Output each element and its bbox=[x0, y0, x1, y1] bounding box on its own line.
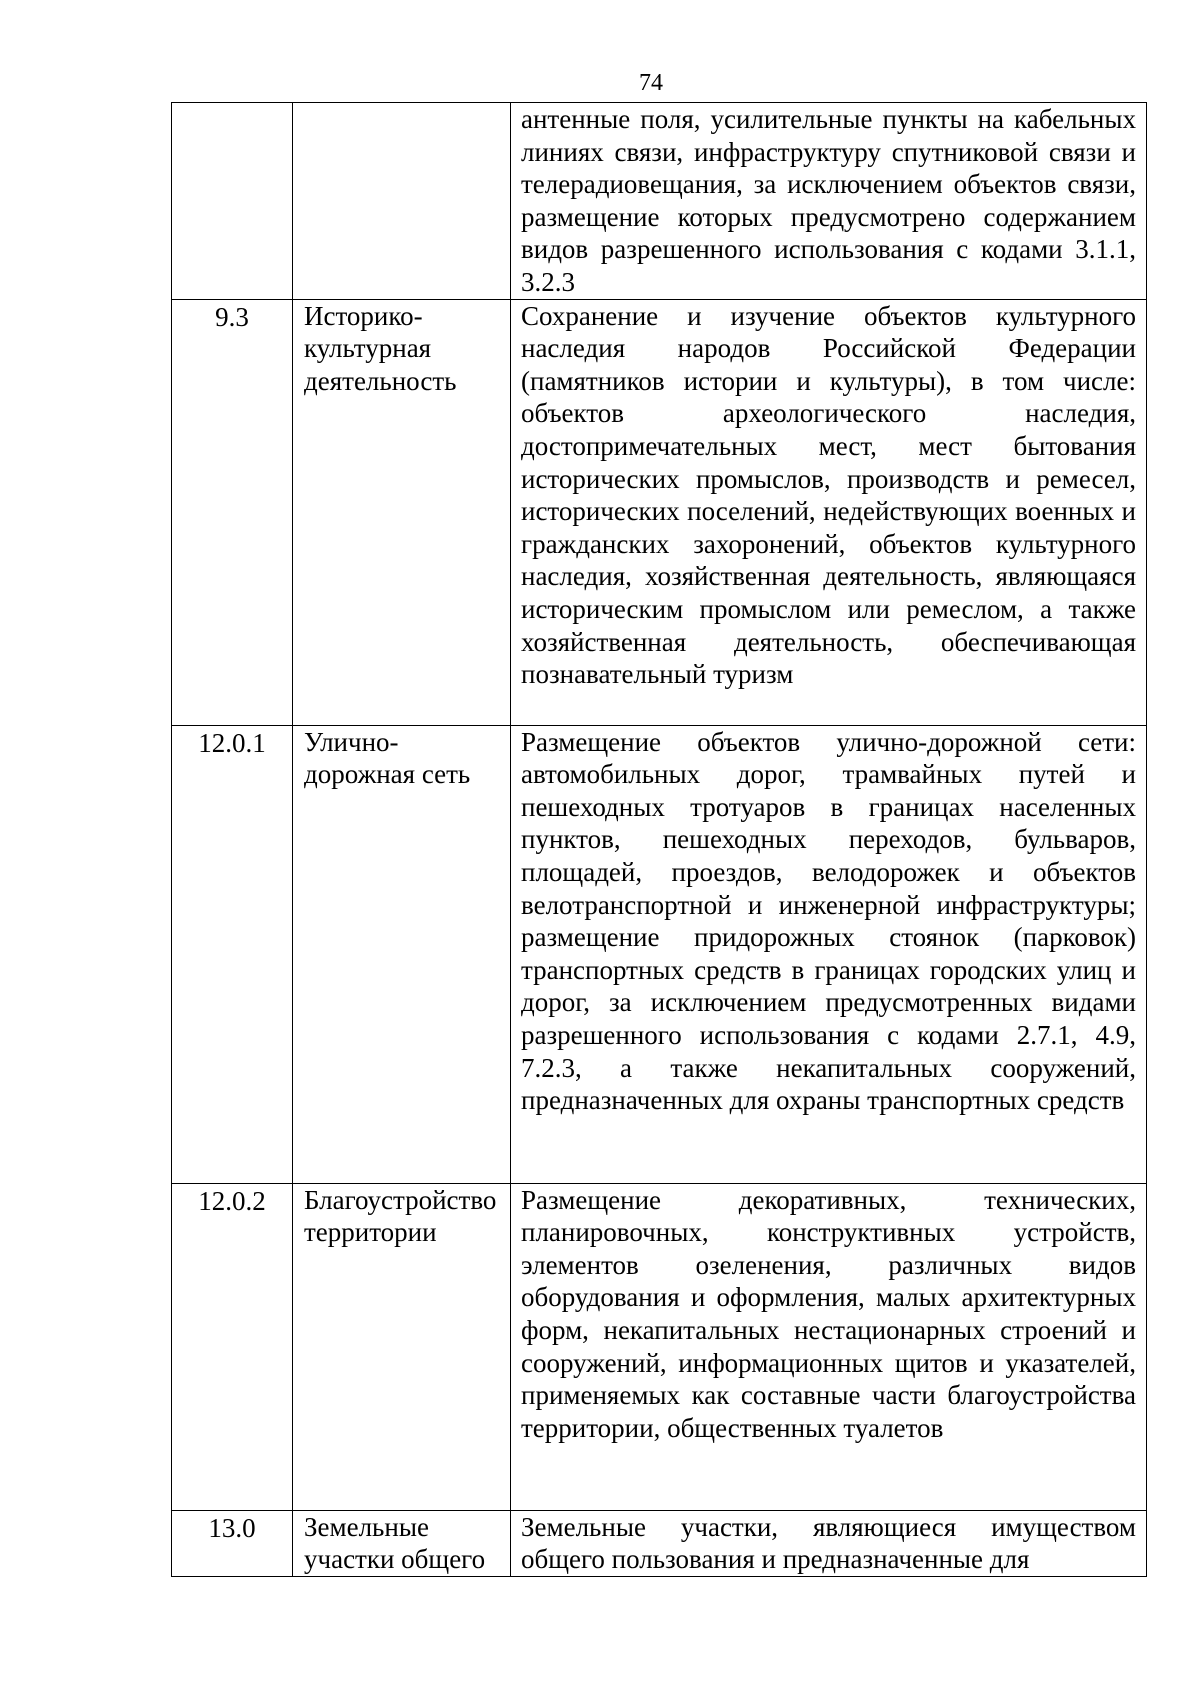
row-description-cell bbox=[511, 1510, 1147, 1576]
land-use-table bbox=[171, 102, 1147, 1577]
row-code: 13.0 bbox=[208, 1512, 256, 1543]
row-description-cell bbox=[511, 725, 1147, 1183]
row-description-cell bbox=[511, 1183, 1147, 1510]
row-description-cell bbox=[511, 299, 1147, 725]
row-name: Улично-дорожная сеть bbox=[304, 726, 471, 790]
row-code: 9.3 bbox=[215, 301, 249, 332]
row-name: Историко-культурная деятельность bbox=[304, 300, 457, 396]
row-code-cell bbox=[172, 1510, 293, 1576]
row-name-cell bbox=[293, 1183, 511, 1510]
row-code: 12.0.1 bbox=[198, 727, 266, 758]
row-name-cell bbox=[293, 1510, 511, 1576]
table-row bbox=[172, 103, 1147, 300]
row-description: Сохранение и изучение объектов культурного наследия народов Российской Федерации (памятников истории и культуры), в том числе: объектов археологического наследия, достопримечательных мест, мест бытования исторических промыслов, производств и ремесел, исторических поселений, недействующих военных и гражданских захоронений, объектов культурного наследия, хозяйственная деятельность, являющаяся историческим промыслом или ремеслом, а также хозяйственная деятельность, обеспечивающая познавательный туризм bbox=[521, 300, 1136, 690]
table-row bbox=[172, 299, 1147, 725]
row-name: Земельные участки общего bbox=[304, 1511, 486, 1575]
row-name: Благоустройство территории bbox=[304, 1184, 497, 1248]
row-name-cell bbox=[293, 299, 511, 725]
row-code-cell bbox=[172, 103, 293, 300]
row-name-cell bbox=[293, 725, 511, 1183]
row-description-cell bbox=[511, 103, 1147, 300]
row-name-cell bbox=[293, 103, 511, 300]
row-description: Земельные участки, являющиеся имуществом общего пользования и предназначенные для bbox=[521, 1511, 1136, 1575]
row-code: 12.0.2 bbox=[198, 1185, 266, 1216]
page-number: 74 bbox=[639, 70, 663, 96]
row-code-cell bbox=[172, 725, 293, 1183]
table-row bbox=[172, 1510, 1147, 1576]
table-row bbox=[172, 725, 1147, 1183]
table-row bbox=[172, 1183, 1147, 1510]
row-code-cell bbox=[172, 1183, 293, 1510]
row-code-cell bbox=[172, 299, 293, 725]
row-description: Размещение объектов улично-дорожной сети: автомобильных дорог, трамвайных путей и пешеходных тротуаров в границах населенных пунктов, пешеходных переходов, бульваров, площадей, проездов, велодорожек и объектов велотранспортной и инженерной инфраструктуры; размещение придорожных стоянок (парковок) транспортных средств в границах городских улиц и дорог, за исключением предусмотренных видами разрешенного использования с кодами 2.7.1, 4.9, 7.2.3, а также некапитальных сооружений, предназначенных для охраны транспортных средств bbox=[521, 726, 1136, 1116]
row-description: антенные поля, усилительные пункты на кабельных линиях связи, инфраструктуру спутниковой связи и телерадиовещания, за исключением объектов связи, размещение которых предусмотрено содержанием видов разрешенного использования с кодами 3.1.1, 3.2.3 bbox=[521, 104, 1136, 297]
row-description: Размещение декоративных, технических, планировочных, конструктивных устройств, элементов озеленения, различных видов оборудования и оформления, малых архитектурных форм, некапитальных нестационарных строений и сооружений, информационных щитов и указателей, применяемых как составные части благоустройства территории, общественных туалетов bbox=[521, 1184, 1136, 1443]
